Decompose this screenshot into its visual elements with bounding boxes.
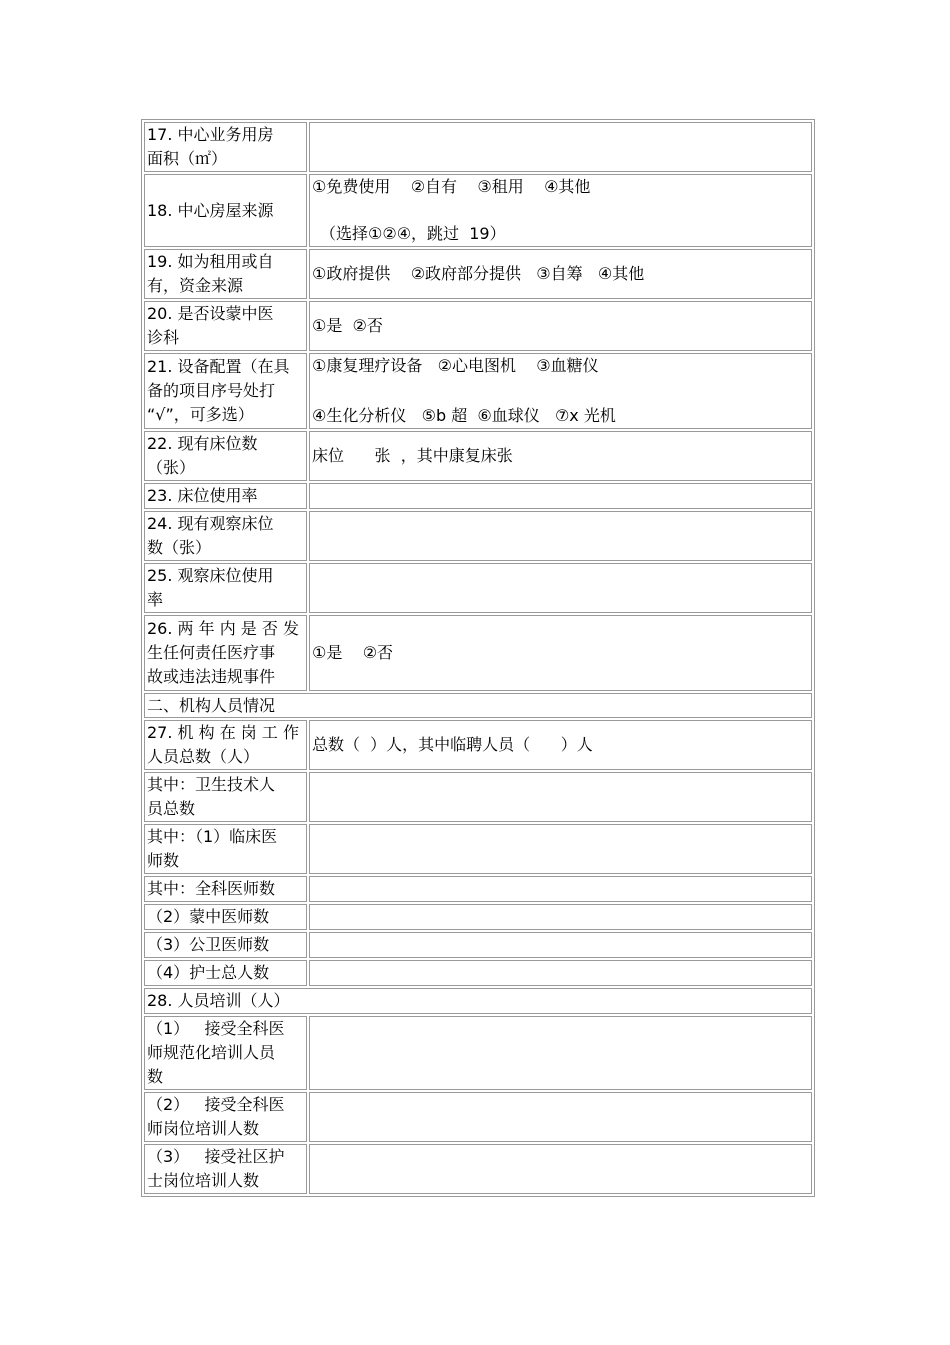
table-row xyxy=(144,615,812,691)
row-value[interactable] xyxy=(309,1092,812,1142)
table-row xyxy=(144,932,812,958)
table-row xyxy=(144,431,812,481)
row-value[interactable]: ①政府提供 ②政府部分提供 ③自筹 ④其他 xyxy=(309,249,812,299)
row-label: （2）蒙中医师数 xyxy=(144,904,307,930)
table-row xyxy=(144,122,812,172)
survey-table xyxy=(141,119,815,1197)
row-label: 17. 中心业务用房 面积（㎡） xyxy=(144,122,307,172)
row-label: 其中：全科医师数 xyxy=(144,876,307,902)
row-value[interactable]: ①康复理疗设备 ②心电图机 ③血糖仪 ④生化分析仪 ⑤b 超 ⑥血球仪 ⑦x 光机 xyxy=(309,353,812,429)
table-row xyxy=(144,772,812,822)
table-row xyxy=(144,1144,812,1194)
row-label: 22. 现有床位数 （张） xyxy=(144,431,307,481)
row-label: 其中：（1）临床医 师数 xyxy=(144,824,307,874)
table-row xyxy=(144,249,812,299)
table-row xyxy=(144,824,812,874)
row-value[interactable] xyxy=(309,904,812,930)
row-label: 26. 两 年 内 是 否 发 生任何责任医疗事 故或违法违规事件 xyxy=(144,615,307,691)
row-value[interactable]: ①免费使用 ②自有 ③租用 ④其他 （选择①②④，跳过 19） xyxy=(309,174,812,247)
row-label: 其中：卫生技术人 员总数 xyxy=(144,772,307,822)
row-value[interactable]: 床位 张 ，其中康复床张 xyxy=(309,431,812,481)
table-row xyxy=(144,353,812,429)
table-row xyxy=(144,876,812,902)
row-value[interactable] xyxy=(309,960,812,986)
row-value[interactable] xyxy=(309,1016,812,1090)
row-value[interactable] xyxy=(309,122,812,172)
table-row xyxy=(144,1016,812,1090)
row-value[interactable]: 总数（ ）人，其中临聘人员（ ）人 xyxy=(309,720,812,770)
table-row xyxy=(144,1092,812,1142)
table-row xyxy=(144,960,812,986)
table-row xyxy=(144,483,812,509)
row-label: （4）护士总人数 xyxy=(144,960,307,986)
table-row xyxy=(144,563,812,613)
row-value[interactable] xyxy=(309,1144,812,1194)
row-label: 27. 机 构 在 岗 工 作 人员总数（人） xyxy=(144,720,307,770)
row-label: （2） 接受全科医 师岗位培训人数 xyxy=(144,1092,307,1142)
table-row xyxy=(144,720,812,770)
row-label: （1） 接受全科医 师规范化培训人员 数 xyxy=(144,1016,307,1090)
row-value[interactable] xyxy=(309,563,812,613)
row-value[interactable] xyxy=(309,511,812,561)
table-row xyxy=(144,301,812,351)
row-label: 20. 是否设蒙中医 诊科 xyxy=(144,301,307,351)
row-value[interactable] xyxy=(309,772,812,822)
table-row xyxy=(144,174,812,247)
row-label: （3）公卫医师数 xyxy=(144,932,307,958)
row-value[interactable] xyxy=(309,824,812,874)
row-label: 21. 设备配置（在具 备的项目序号处打 “√”，可多选） xyxy=(144,353,307,429)
row-value[interactable] xyxy=(309,876,812,902)
row-label: 23. 床位使用率 xyxy=(144,483,307,509)
row-label: 25. 观察床位使用 率 xyxy=(144,563,307,613)
section-row xyxy=(144,988,812,1014)
row-label: 18. 中心房屋来源 xyxy=(144,174,307,247)
table-row xyxy=(144,511,812,561)
table-row xyxy=(144,904,812,930)
row-value[interactable] xyxy=(309,483,812,509)
row-value[interactable] xyxy=(309,932,812,958)
row-value[interactable]: ①是 ②否 xyxy=(309,301,812,351)
row-value[interactable]: ①是 ②否 xyxy=(309,615,812,691)
row-label: 19. 如为租用或自 有，资金来源 xyxy=(144,249,307,299)
row-label: 24. 现有观察床位 数（张） xyxy=(144,511,307,561)
section-row xyxy=(144,693,812,718)
section-heading: 28. 人员培训（人） xyxy=(144,988,812,1014)
row-label: （3） 接受社区护 士岗位培训人数 xyxy=(144,1144,307,1194)
section-heading: 二、机构人员情况 xyxy=(144,693,812,718)
